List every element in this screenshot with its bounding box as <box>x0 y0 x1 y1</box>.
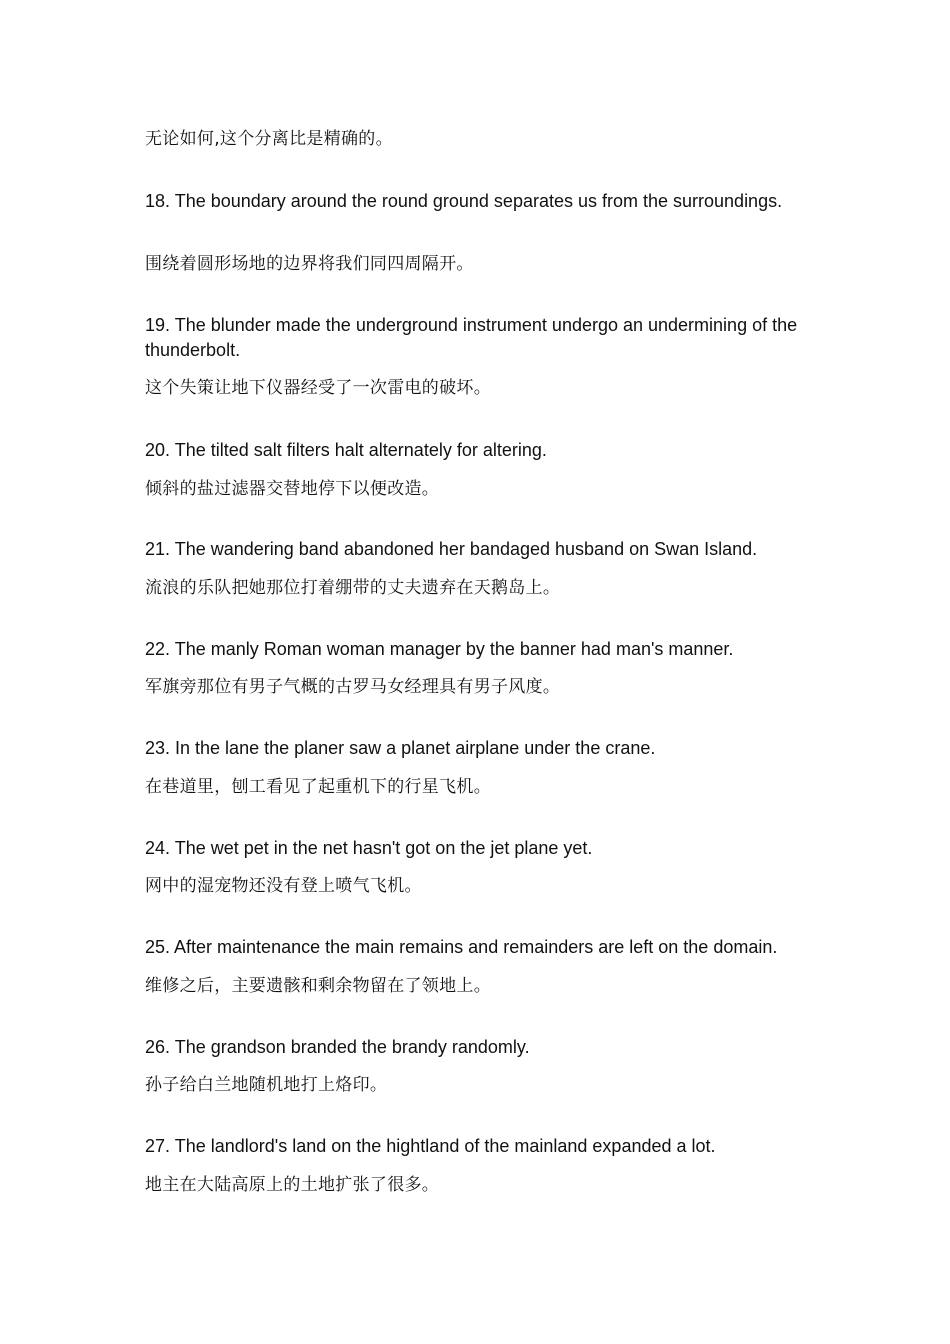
sentence-21-english: 21. The wandering band abandoned her bandaged husband on Swan Island. <box>145 539 758 559</box>
sentence-22-translation: 军旗旁那位有男子气概的古罗马女经理具有男子风度。 <box>145 677 561 697</box>
sentence-26-translation: 孙子给白兰地随机地打上烙印。 <box>145 1075 388 1095</box>
sentence-22-english: 22. The manly Roman woman manager by the banner had man's manner. <box>145 639 734 659</box>
intro-translation: 无论如何,这个分离比是精确的。 <box>145 129 393 149</box>
sentence-25-english: 25. After maintenance the main remains and remainders are left on the domain. <box>145 937 778 957</box>
sentence-21-translation: 流浪的乐队把她那位打着绷带的丈夫遗弃在天鹅岛上。 <box>145 578 561 598</box>
sentence-19-english: 19. The blunder made the underground instrument undergo an undermining of the thunderbolt. <box>145 315 798 360</box>
sentence-20-translation: 倾斜的盐过滤器交替地停下以便改造。 <box>145 479 440 499</box>
sentence-23-translation: 在巷道里，刨工看见了起重机下的行星飞机。 <box>145 777 491 797</box>
sentence-23-english: 23. In the lane the planer saw a planet airplane under the crane. <box>145 738 656 758</box>
sentence-26-english: 26. The grandson branded the brandy randomly. <box>145 1037 530 1057</box>
sentence-18-english: 18. The boundary around the round ground separates us from the surroundings. <box>145 191 783 211</box>
sentence-20-english: 20. The tilted salt filters halt alternately for altering. <box>145 440 547 460</box>
sentence-27-translation: 地主在大陆高原上的土地扩张了很多。 <box>145 1175 440 1195</box>
sentence-19-translation: 这个失策让地下仪器经受了一次雷电的破坏。 <box>145 378 491 398</box>
sentence-24-english: 24. The wet pet in the net hasn't got on the jet plane yet. <box>145 838 593 858</box>
sentence-24-translation: 网中的湿宠物还没有登上喷气飞机。 <box>145 876 422 896</box>
sentence-25-translation: 维修之后，主要遗骸和剩余物留在了领地上。 <box>145 976 491 996</box>
sentence-27-english: 27. The landlord's land on the hightland of the mainland expanded a lot. <box>145 1136 716 1156</box>
sentence-18-translation: 围绕着圆形场地的边界将我们同四周隔开。 <box>145 254 474 274</box>
